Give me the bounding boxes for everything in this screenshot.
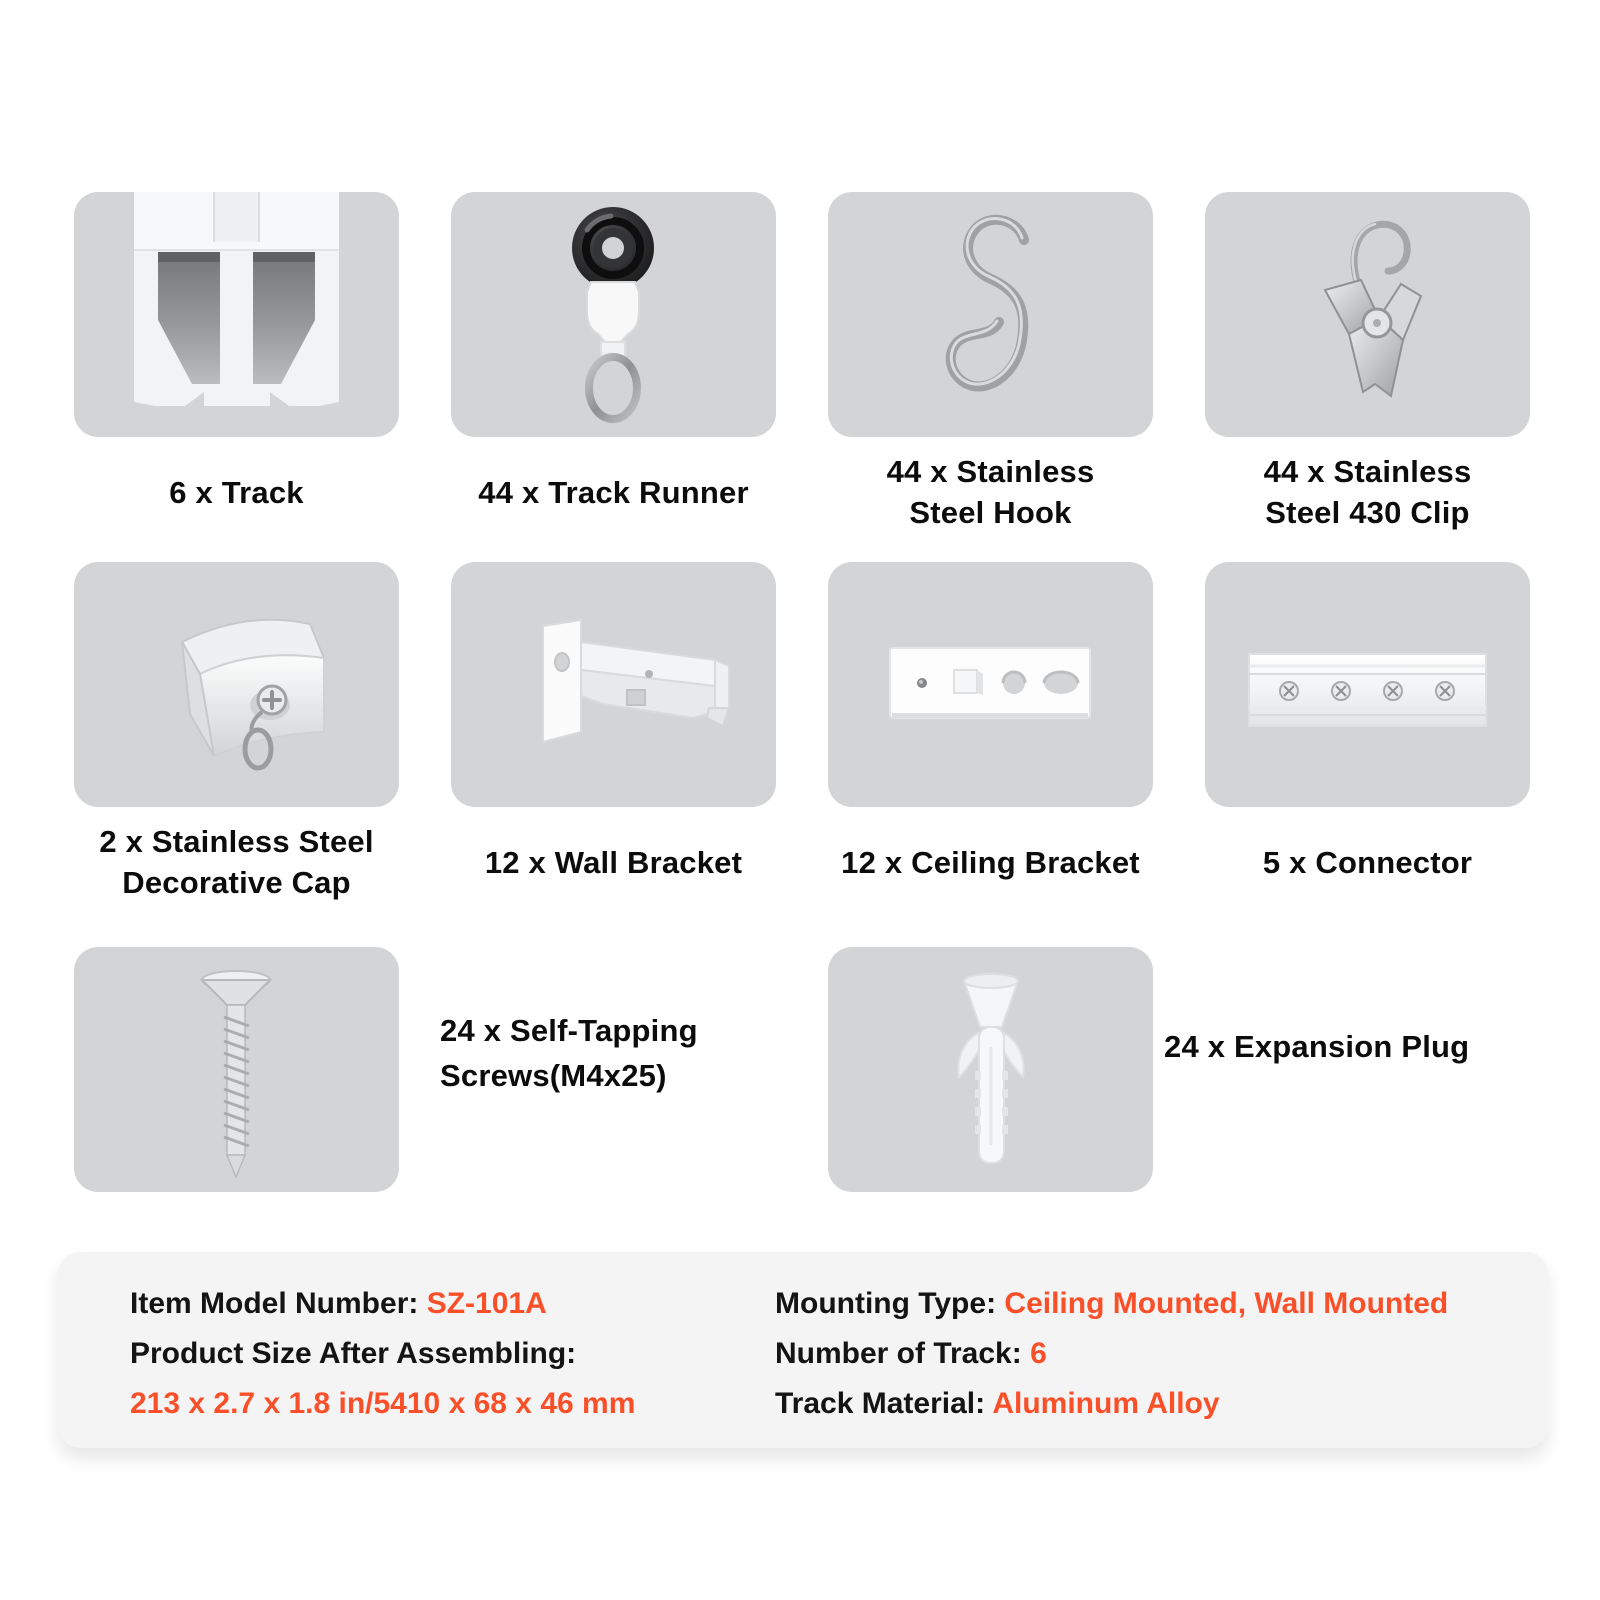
part-tile-track-runner bbox=[451, 192, 776, 437]
spec-product-size bbox=[130, 1329, 635, 1379]
expansion-plug-image bbox=[828, 947, 1153, 1192]
stainless-steel-hook-image bbox=[828, 192, 1153, 437]
part-label-steel-430-clip bbox=[1193, 446, 1542, 538]
part-tile-ceiling-bracket bbox=[828, 562, 1153, 807]
part-label-line: Steel 430 Clip bbox=[1265, 495, 1470, 530]
spec-label: Mounting Type: bbox=[775, 1287, 1005, 1320]
part-tile-decorative-cap bbox=[74, 562, 399, 807]
part-tile-steel-hook bbox=[828, 192, 1153, 437]
spec-label: Number of Track: bbox=[775, 1337, 1031, 1370]
part-label-line: 44 x Stainless bbox=[886, 454, 1095, 489]
part-label-line: Decorative Cap bbox=[122, 865, 351, 900]
part-label-line: 12 x Wall Bracket bbox=[484, 844, 743, 880]
part-label-line: 12 x Ceiling Bracket bbox=[841, 844, 1140, 880]
part-tile-wall-bracket bbox=[451, 562, 776, 807]
self-tapping-screw-image bbox=[74, 947, 399, 1192]
part-tile-expansion-plug bbox=[828, 947, 1153, 1192]
part-tile-track bbox=[74, 192, 399, 437]
track-image bbox=[74, 192, 399, 437]
ceiling-bracket-image bbox=[828, 562, 1153, 807]
spec-value: 213 x 2.7 x 1.8 in/5410 x 68 x 46 mm bbox=[130, 1387, 636, 1420]
part-label-decorative-cap bbox=[62, 816, 411, 908]
specs-panel bbox=[58, 1252, 1548, 1448]
specs-left-column bbox=[130, 1279, 635, 1429]
part-label-line: Steel Hook bbox=[909, 495, 1072, 530]
spec-item-model-number bbox=[130, 1279, 635, 1329]
spec-value: SZ-101A bbox=[426, 1287, 547, 1320]
spec-number-of-track bbox=[775, 1329, 1448, 1379]
connector-image bbox=[1205, 562, 1530, 807]
part-label-line: 44 x Stainless bbox=[1263, 454, 1472, 489]
spec-mounting-type bbox=[775, 1279, 1448, 1329]
part-tile-connector bbox=[1205, 562, 1530, 807]
spec-value: Ceiling Mounted, Wall Mounted bbox=[1004, 1287, 1449, 1320]
part-label-steel-hook bbox=[816, 446, 1165, 538]
spec-product-size-value bbox=[130, 1379, 635, 1429]
part-label-line: 6 x Track bbox=[169, 474, 304, 510]
part-label-line: 24 x Self-Tapping bbox=[440, 1013, 698, 1048]
part-label-line: 2 x Stainless Steel bbox=[99, 824, 374, 859]
stainless-steel-430-clip-image bbox=[1205, 192, 1530, 437]
spec-value: 6 bbox=[1030, 1337, 1047, 1370]
part-label-line: 5 x Connector bbox=[1262, 844, 1473, 880]
part-tile-steel-430-clip bbox=[1205, 192, 1530, 437]
part-label-line: 24 x Expansion Plug bbox=[1164, 1029, 1470, 1064]
part-label-line: Screws(M4x25) bbox=[440, 1058, 667, 1093]
wall-bracket-image bbox=[451, 562, 776, 807]
part-label-line: 44 x Track Runner bbox=[478, 474, 749, 510]
part-label-expansion-plug bbox=[1164, 1024, 1469, 1069]
spec-label: Product Size After Assembling: bbox=[130, 1337, 577, 1370]
part-label-screws bbox=[440, 1008, 698, 1098]
decorative-cap-image bbox=[74, 562, 399, 807]
specs-right-column bbox=[775, 1279, 1448, 1429]
spec-track-material bbox=[775, 1379, 1448, 1429]
part-label-ceiling-bracket bbox=[816, 816, 1165, 908]
part-label-track-runner bbox=[439, 446, 788, 538]
spec-value: Aluminum Alloy bbox=[992, 1387, 1220, 1420]
part-label-wall-bracket bbox=[439, 816, 788, 908]
part-label-connector bbox=[1193, 816, 1542, 908]
track-runner-image bbox=[451, 192, 776, 437]
spec-label: Track Material: bbox=[775, 1387, 993, 1420]
part-tile-screws bbox=[74, 947, 399, 1192]
spec-label: Item Model Number: bbox=[130, 1287, 427, 1320]
part-label-track bbox=[62, 446, 411, 538]
